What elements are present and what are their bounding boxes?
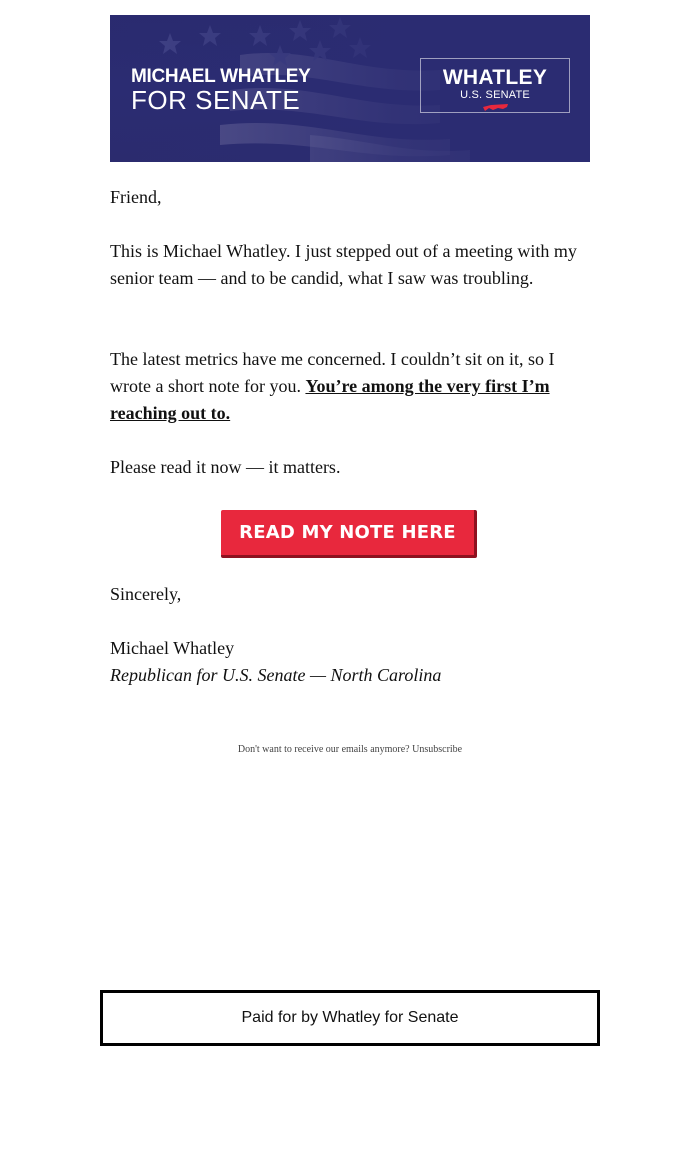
senate-logo-box bbox=[420, 58, 570, 113]
banner-logo-text bbox=[131, 67, 311, 113]
unsubscribe-text: Don't want to receive our emails anymore? bbox=[237, 744, 410, 755]
paragraph-1: This is Michael Whatley. I just stepped out of a meeting with my senior team — and to be candid, what I saw was troubling. bbox=[110, 241, 577, 288]
header-banner bbox=[110, 15, 590, 162]
greeting: Friend, bbox=[110, 187, 162, 207]
paid-for-disclaimer: Paid for by Whatley for Senate bbox=[100, 990, 600, 1046]
paragraph-3: Please read it now — it matters. bbox=[110, 457, 341, 477]
senate-logo-title: WHATLEY bbox=[442, 66, 548, 89]
closing: Sincerely, bbox=[110, 584, 182, 604]
paragraph-2-text: The latest metrics have me concerned. I couldn’t sit on it, so I wrote a short note for you. bbox=[110, 349, 555, 396]
email-body bbox=[110, 15, 590, 755]
signature-name: Michael Whatley bbox=[110, 638, 235, 658]
unsubscribe-line bbox=[110, 744, 590, 755]
signature-title: Republican for U.S. Senate — North Carolina bbox=[110, 665, 442, 685]
paragraph-2-emphasis: You’re among the very first I’m reaching out to. bbox=[110, 376, 550, 423]
senate-logo-subtitle: U.S. SENATE bbox=[460, 89, 530, 101]
paragraph-2 bbox=[110, 346, 592, 427]
read-note-button[interactable]: READ MY NOTE HERE bbox=[221, 510, 477, 558]
north-carolina-state-icon bbox=[481, 103, 509, 112]
banner-line2: FOR SENATE bbox=[131, 85, 301, 115]
banner-line1: MICHAEL WHATLEY bbox=[131, 66, 311, 87]
unsubscribe-link[interactable]: Unsubscribe bbox=[412, 744, 463, 755]
